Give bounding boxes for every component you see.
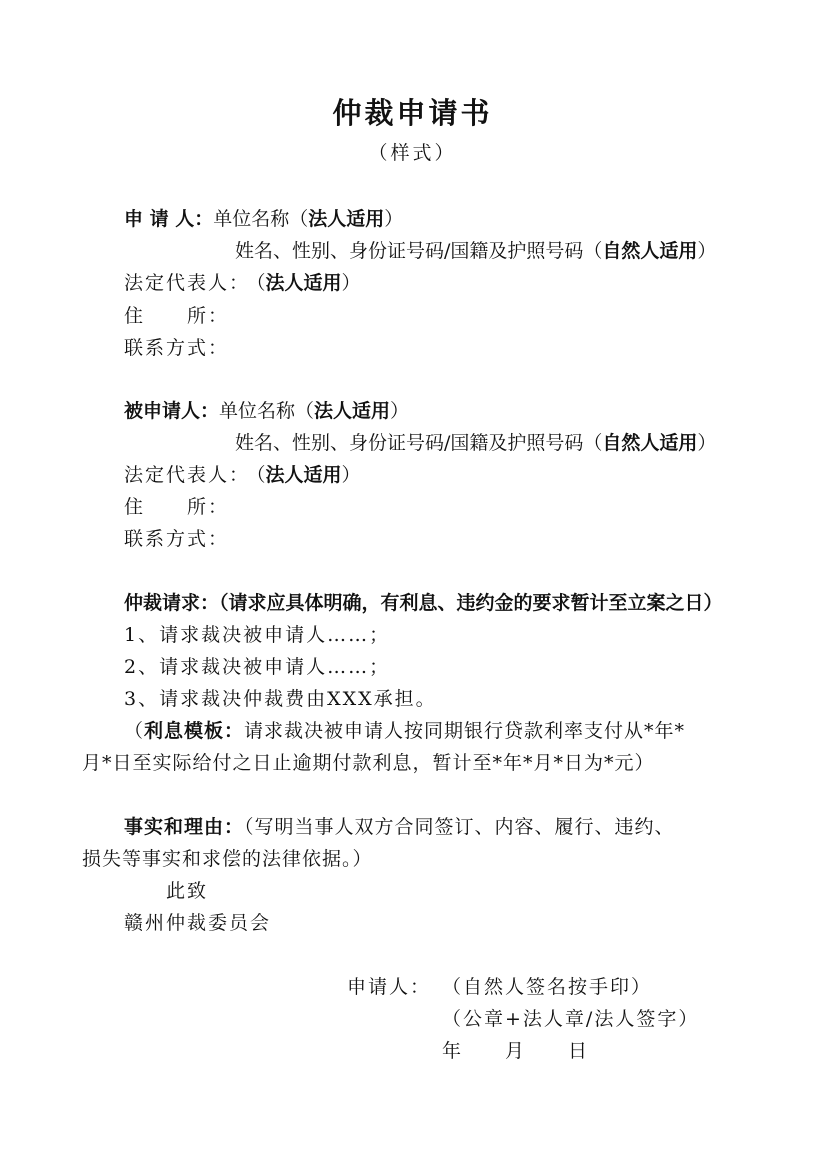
applicant-contact-label: 联系方式： — [124, 337, 230, 359]
applicant-line — [124, 206, 403, 232]
respondent-legal-rep-open: （ — [256, 464, 266, 486]
claims-heading — [124, 590, 723, 616]
respondent-person-applicable: 自然人适用 — [602, 432, 698, 454]
applicant-address-label: 住 所： — [124, 305, 230, 327]
interest-template-line-1 — [124, 718, 685, 744]
interest-label: 利息模板： — [144, 720, 245, 742]
signature-label: 申请人： — [347, 976, 432, 998]
applicant-legal-rep-open: （ — [256, 272, 266, 294]
signature-date: 年 月 日 — [442, 1040, 590, 1062]
respondent-person-close: ） — [697, 432, 717, 454]
respondent-legal-rep-line — [124, 462, 361, 488]
applicant-legal-rep-applicable: 法人适用 — [265, 272, 342, 294]
respondent-person-info: 姓名、性别、身份证号码/国籍及护照号码（ — [235, 432, 603, 454]
respondent-close-paren: ） — [390, 400, 410, 422]
applicant-close-paren: ） — [384, 208, 404, 230]
claim-item-3: 3、请求裁决仲裁费由XXX承担。 — [124, 688, 437, 710]
respondent-legal-rep-applicable: 法人适用 — [265, 464, 342, 486]
claims-note: （请求应具体明确，有利息、违约金的要求暂计至立案之日） — [219, 592, 723, 614]
respondent-label: 被申请人： — [124, 400, 220, 422]
closing-recipient: 赣州仲裁委员会 — [124, 912, 272, 934]
respondent-unit-name: 单位名称（ — [219, 400, 315, 422]
page-title: 仲裁申请书 — [332, 96, 493, 130]
applicant-legal-rep-label: 法定代表人： — [124, 272, 251, 294]
respondent-person-line — [235, 430, 716, 456]
facts-text-1: （写明当事人双方合同签订、内容、履行、违约、 — [244, 816, 675, 838]
applicant-person-applicable: 自然人适用 — [602, 240, 698, 262]
respondent-legal-rep-label: 法定代表人： — [124, 464, 251, 486]
signature-line-2: （公章+法人章/法人签字） — [442, 1008, 700, 1030]
interest-text-1: 请求裁决被申请人按同期银行贷款利率支付从*年* — [244, 720, 686, 742]
page-subtitle: （样式） — [368, 142, 457, 164]
applicant-legal-rep-close: ） — [341, 272, 361, 294]
applicant-person-line — [235, 238, 716, 264]
respondent-contact-label: 联系方式： — [124, 528, 230, 550]
respondent-corp-applicable: 法人适用 — [314, 400, 391, 422]
facts-line-1 — [124, 814, 675, 840]
claim-item-2: 2、请求裁决被申请人……； — [124, 656, 391, 678]
closing-salutation: 此致 — [166, 880, 209, 902]
applicant-legal-rep-line — [124, 270, 361, 296]
interest-open: （ — [124, 720, 145, 742]
applicant-label: 申 请 人： — [124, 208, 214, 230]
respondent-legal-rep-close: ） — [341, 464, 361, 486]
interest-template-line-2: 月*日至实际给付之日止逾期付款利息，暂计至*年*月*日为*元） — [82, 752, 655, 774]
applicant-corp-applicable: 法人适用 — [308, 208, 385, 230]
facts-label: 事实和理由： — [124, 816, 245, 838]
claim-item-1: 1、请求裁决被申请人……； — [124, 624, 391, 646]
respondent-line — [124, 398, 409, 424]
applicant-unit-name: 单位名称（ — [213, 208, 309, 230]
applicant-person-close: ） — [697, 240, 717, 262]
claims-label: 仲裁请求： — [124, 592, 220, 614]
respondent-address-label: 住 所： — [124, 496, 230, 518]
applicant-person-info: 姓名、性别、身份证号码/国籍及护照号码（ — [235, 240, 603, 262]
signature-line-1: （自然人签名按手印） — [442, 976, 653, 998]
facts-line-2: 损失等事实和求偿的法律依据。） — [82, 848, 373, 870]
